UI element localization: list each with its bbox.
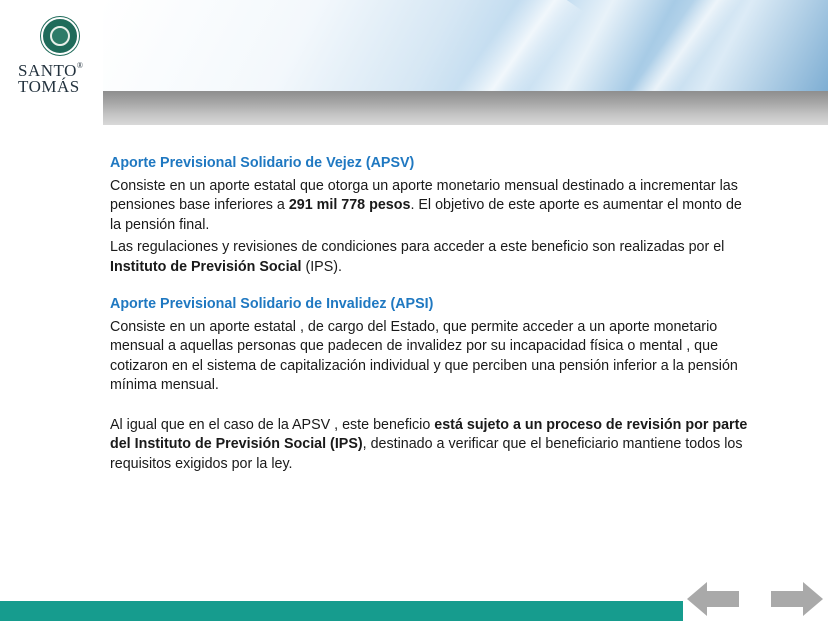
- footer-bar: [0, 601, 683, 621]
- header-gray-bar: [103, 91, 828, 125]
- section-heading-apsv: Aporte Previsional Solidario de Vejez (APSV): [110, 155, 415, 171]
- slide-content: [110, 154, 750, 474]
- header-banner: [103, 0, 828, 91]
- institution-highlight: Instituto de Previsión Social: [110, 258, 302, 275]
- amount-highlight: 291 mil 778 pesos: [288, 197, 411, 213]
- paragraph-apsi-description: Consiste en un aporte estatal , de cargo del Estado, que permite acceder a un aporte monetario mensual a aquellas personas que padecen de invalidez por su incapacidad física o mental , que cotizaron en el sistema de capitalización individual y que perciben una pensión inferior a la pensión mínima mensual.: [110, 318, 738, 393]
- paragraph-apsv-description: Consiste en un aporte estatal que otorga un aporte monetario mensual destinado a incrementar las pensiones base inferiores a 291 mil 778 pesos. El objetivo de este aporte es aumentar el monto de la pensión final.: [110, 177, 742, 233]
- brand-name-line1: SANTO®: [18, 61, 84, 80]
- paragraph-apsi-revision: Al igual que en el caso de la APSV , este beneficio está sujeto a un proceso de revisión por parte del Instituto de Previsión Social (IPS), destinado a verificar que el beneficiario mantiene todos los requisitos exigidos por la ley.: [110, 416, 748, 472]
- section-heading-apsi: Aporte Previsional Solidario de Invalidez (APSI): [110, 296, 434, 312]
- brand-name-line2: TOMÁS: [18, 77, 80, 96]
- revision-highlight: está sujeto a un proceso de revisión por parte del Instituto de Previsión Social (IPS): [110, 416, 748, 452]
- next-slide-button[interactable]: [771, 582, 823, 616]
- previous-slide-button[interactable]: [687, 582, 739, 616]
- paragraph-apsv-regulation: Las regulaciones y revisiones de condiciones para acceder a este beneficio son realizadas por el Instituto de Previsión Social (IPS).: [110, 239, 725, 275]
- university-seal-icon: [41, 17, 79, 55]
- logo: [0, 0, 103, 125]
- arrow-right-icon: [771, 582, 823, 616]
- arrow-left-icon: [687, 582, 739, 616]
